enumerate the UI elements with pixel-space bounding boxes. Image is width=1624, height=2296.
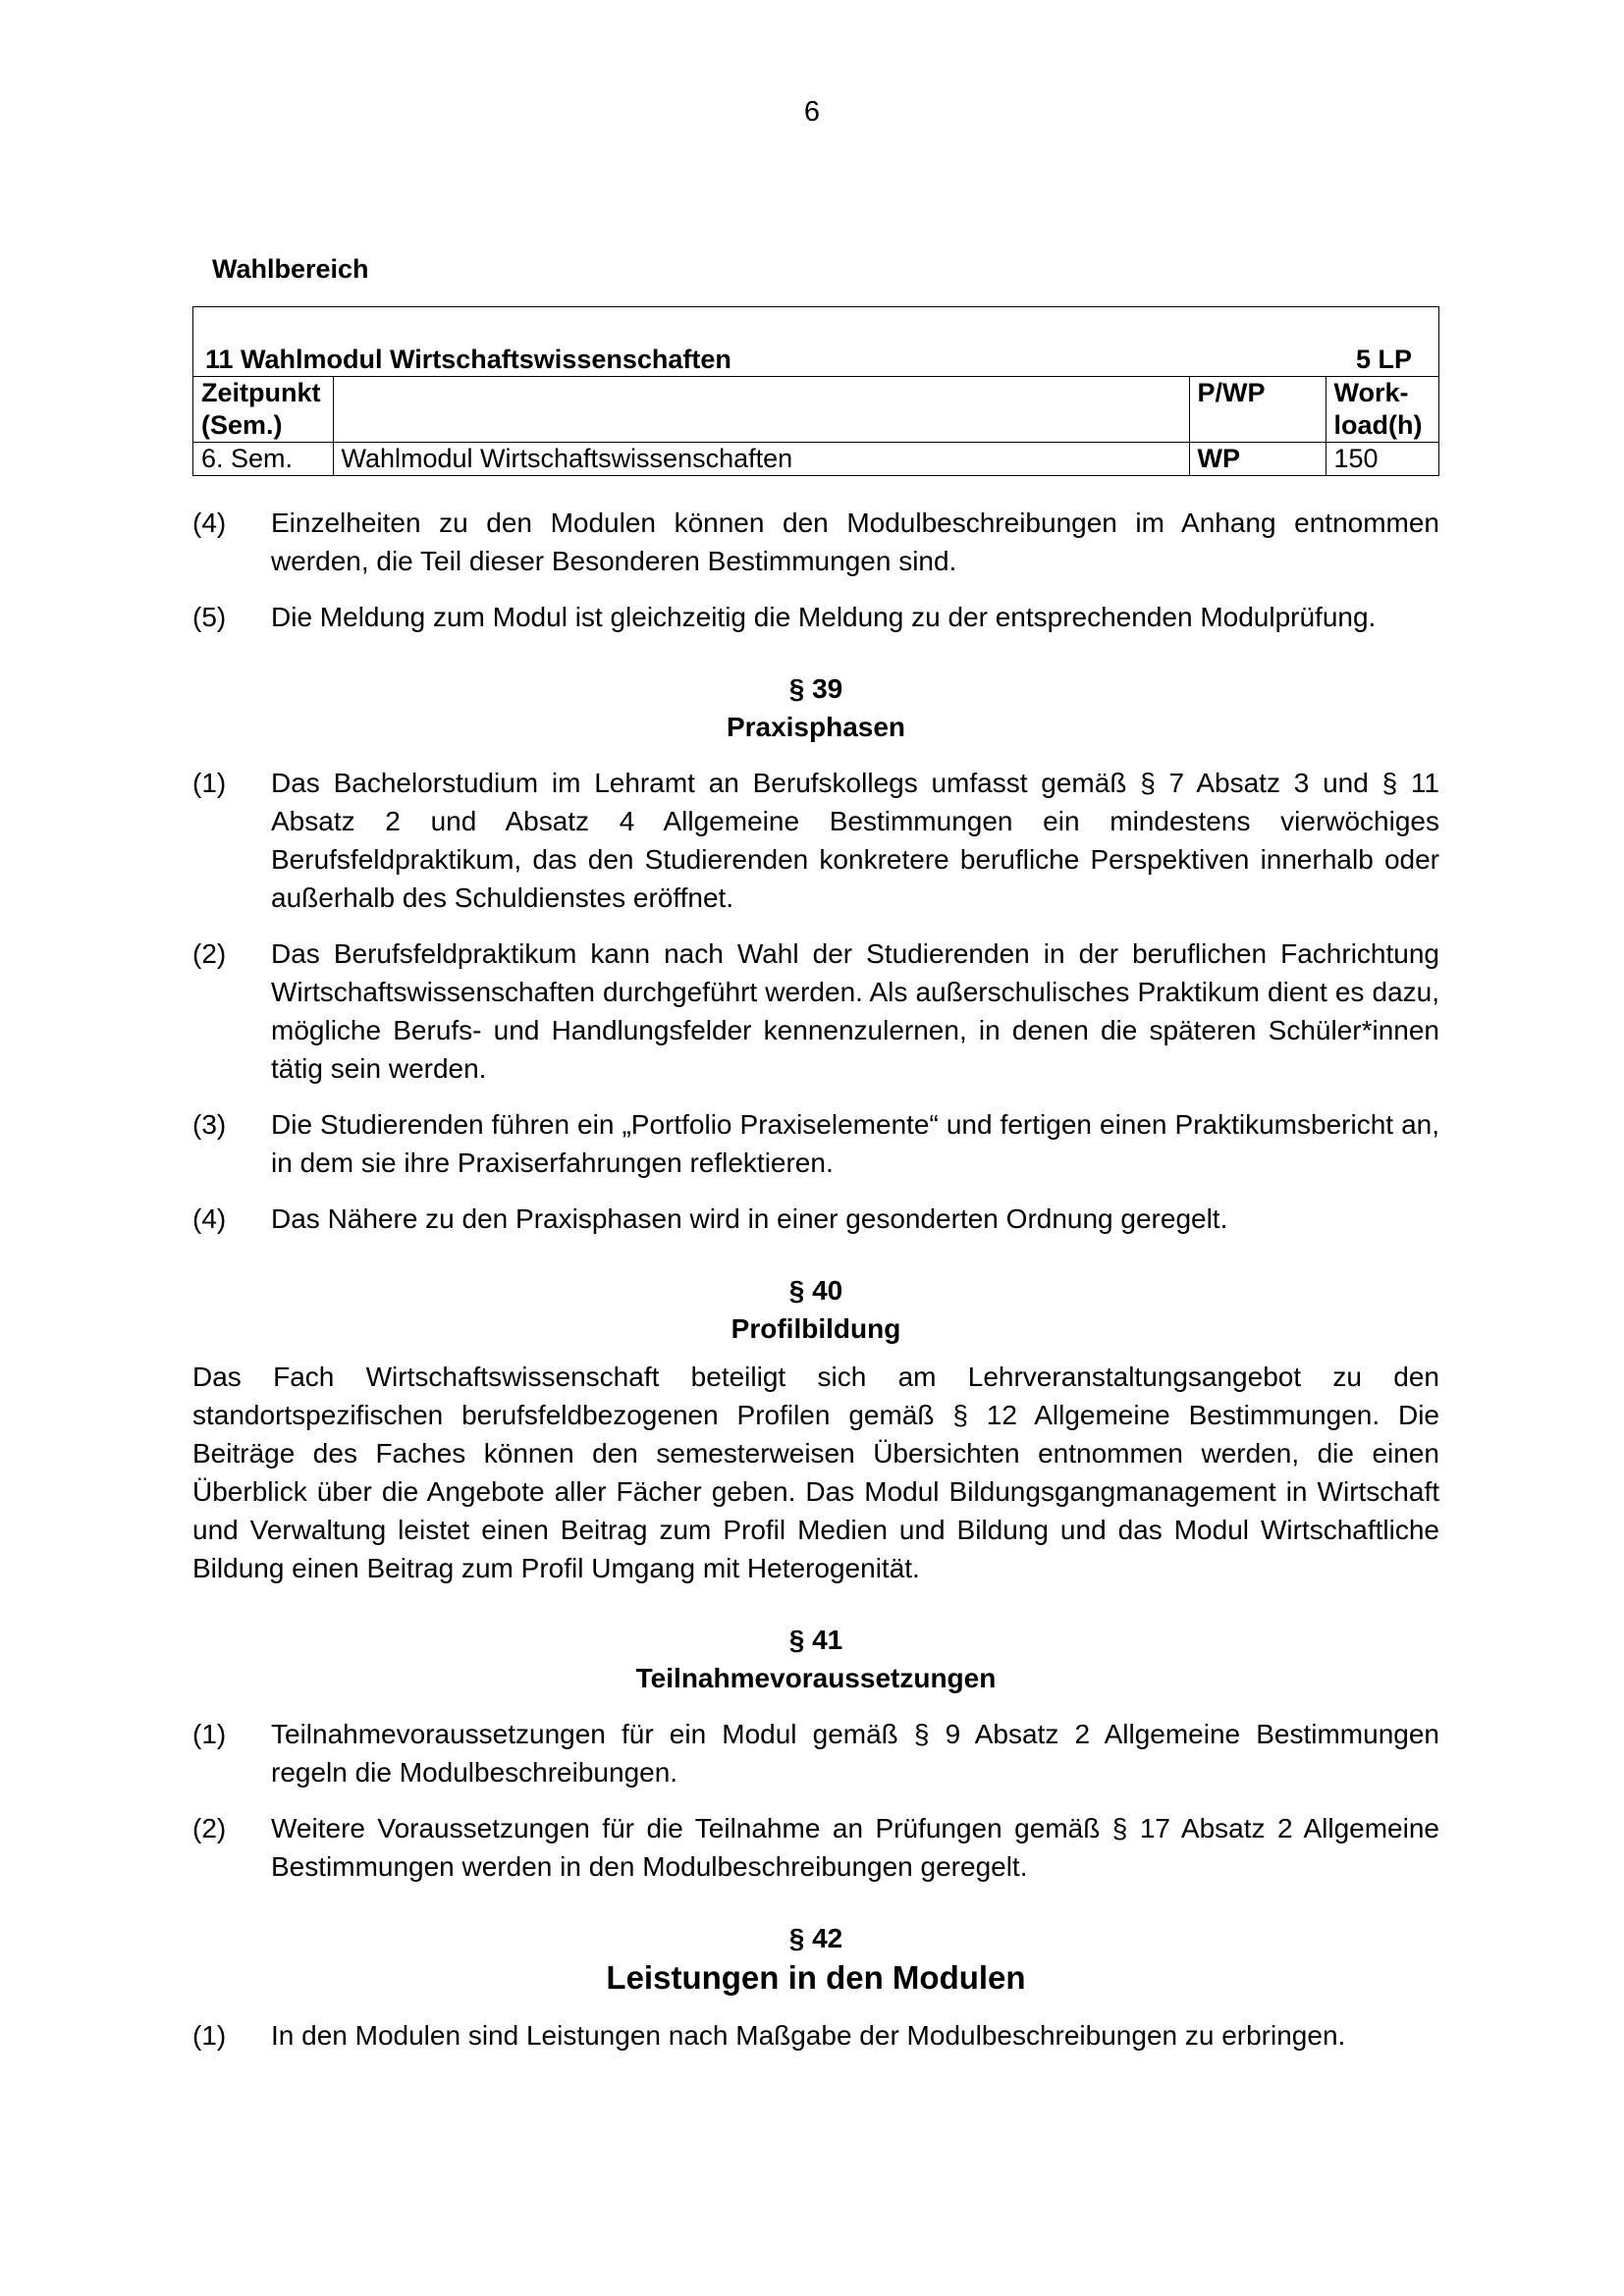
paragraph-number: (1)	[192, 2020, 227, 2051]
paragraph	[192, 504, 1439, 580]
paragraph-number: (4)	[192, 1203, 227, 1234]
paragraph-number: (4)	[192, 507, 227, 538]
cell-sem: 6. Sem.	[193, 443, 333, 476]
section-title: Teilnahmevoraussetzungen	[635, 1663, 997, 1693]
header-workload: Work- load(h)	[1326, 377, 1438, 443]
paragraph-text: Das Berufsfeldpraktikum kann nach Wahl der Studierenden in der beruflichen Fachrichtung Wirtschaftswissenschaften durchgeführt werden. Als außerschulisches Praktikum dient es dazu, mögliche Berufs- und Handlungsfelder kennenzulernen, in denen die späteren Schüler*innen tätig sein werden.	[271, 938, 1439, 1084]
paragraph-text: In den Modulen sind Leistungen nach Maßgabe der Modulbeschreibungen zu erbringen.	[271, 2020, 1346, 2051]
section-number: § 42	[788, 1923, 843, 1953]
paragraph-text: Einzelheiten zu den Modulen können den Modulbeschreibungen im Anhang entnommen werden, die Teil dieser Besonderen Bestimmungen sind.	[271, 507, 1439, 576]
cell-pwp: WP	[1189, 443, 1326, 476]
table-row	[193, 443, 1438, 476]
paragraph	[192, 2016, 1439, 2055]
table-header-row	[193, 377, 1438, 443]
paragraph	[192, 598, 1439, 636]
paragraph	[192, 1200, 1439, 1238]
paragraph-text: Weitere Voraussetzungen für die Teilnahme an Prüfungen gemäß § 17 Absatz 2 Allgemeine Bestimmungen werden in den Modulbeschreibungen geregelt.	[271, 1813, 1439, 1882]
module-title: 11 Wahlmodul Wirtschaftswissenschaften	[205, 345, 731, 374]
paragraph-text: Die Meldung zum Modul ist gleichzeitig die Meldung zu der entsprechenden Modulprüfung.	[271, 602, 1377, 632]
paragraph	[192, 934, 1439, 1088]
paragraph	[192, 764, 1439, 917]
header-empty	[333, 377, 1189, 443]
section-heading-42	[192, 1919, 1439, 1999]
section-title: Profilbildung	[731, 1313, 901, 1344]
section-heading-40	[192, 1271, 1439, 1348]
paragraph-text: Das Bachelorstudium im Lehramt an Berufskollegs umfasst gemäß § 7 Absatz 3 und § 11 Absatz 2 und Absatz 4 Allgemeine Bestimmungen ein mindestens vierwöchiges Berufsfeldpraktikum, das den Studierenden konkretere berufliche Perspektiven innerhalb oder außerhalb des Schuldienstes eröffnet.	[271, 768, 1439, 913]
paragraph-number: (3)	[192, 1109, 227, 1140]
paragraph-text: Das Nähere zu den Praxisphasen wird in einer gesonderten Ordnung geregelt.	[271, 1203, 1228, 1234]
section-number: § 39	[788, 673, 843, 704]
section-number: § 41	[788, 1625, 843, 1655]
paragraph	[192, 1715, 1439, 1791]
page-number: 6	[803, 96, 821, 128]
section-title: Praxisphasen	[726, 712, 906, 742]
paragraph-number: (1)	[192, 768, 227, 798]
module-table	[193, 376, 1438, 475]
module-lp: 5 LP	[1356, 345, 1413, 374]
section-heading-39	[192, 669, 1439, 746]
wahlbereich-label: Wahlbereich	[212, 254, 369, 284]
document-body	[192, 250, 1439, 2055]
cell-module-name: Wahlmodul Wirtschaftswissenschaften	[333, 443, 1189, 476]
section-number: § 40	[788, 1275, 843, 1306]
section-title: Leistungen in den Modulen	[606, 1959, 1026, 1996]
module-table-box	[192, 306, 1439, 476]
paragraph-text: Teilnahmevoraussetzungen für ein Modul gemäß § 9 Absatz 2 Allgemeine Bestimmungen regeln die Modulbeschreibungen.	[271, 1719, 1439, 1788]
header-zeitpunkt: Zeitpunkt (Sem.)	[193, 377, 333, 443]
paragraph-number: (5)	[192, 602, 227, 632]
section-40-text: Das Fach Wirtschaftswissenschaft beteiligt sich am Lehrveranstaltungsangebot zu den standortspezifischen berufsfeldbezogenen Profilen gemäß § 12 Allgemeine Bestimmungen. Die Beiträge des Faches können den semesterweisen Übersichten entnommen werden, die einen Überblick über die Angebote aller Fächer geben. Das Modul Bildungsgangmanagement in Wirtschaft und Verwaltung leistet einen Beitrag zum Profil Medien und Bildung und das Modul Wirtschaftliche Bildung einen Beitrag zum Profil Umgang mit Heterogenität.	[192, 1362, 1439, 1583]
section-heading-41	[192, 1621, 1439, 1697]
paragraph-number: (2)	[192, 1813, 227, 1843]
paragraph	[192, 1105, 1439, 1182]
module-header	[193, 307, 1438, 376]
cell-workload: 150	[1326, 443, 1438, 476]
paragraph-number: (1)	[192, 1719, 227, 1749]
paragraph-text: Die Studierenden führen ein „Portfolio Praxiselemente“ und fertigen einen Praktikumsbericht an, in dem sie ihre Praxiserfahrungen reflektieren.	[271, 1109, 1439, 1178]
paragraph	[192, 1809, 1439, 1886]
paragraph-number: (2)	[192, 938, 227, 969]
header-pwp: P/WP	[1189, 377, 1326, 443]
